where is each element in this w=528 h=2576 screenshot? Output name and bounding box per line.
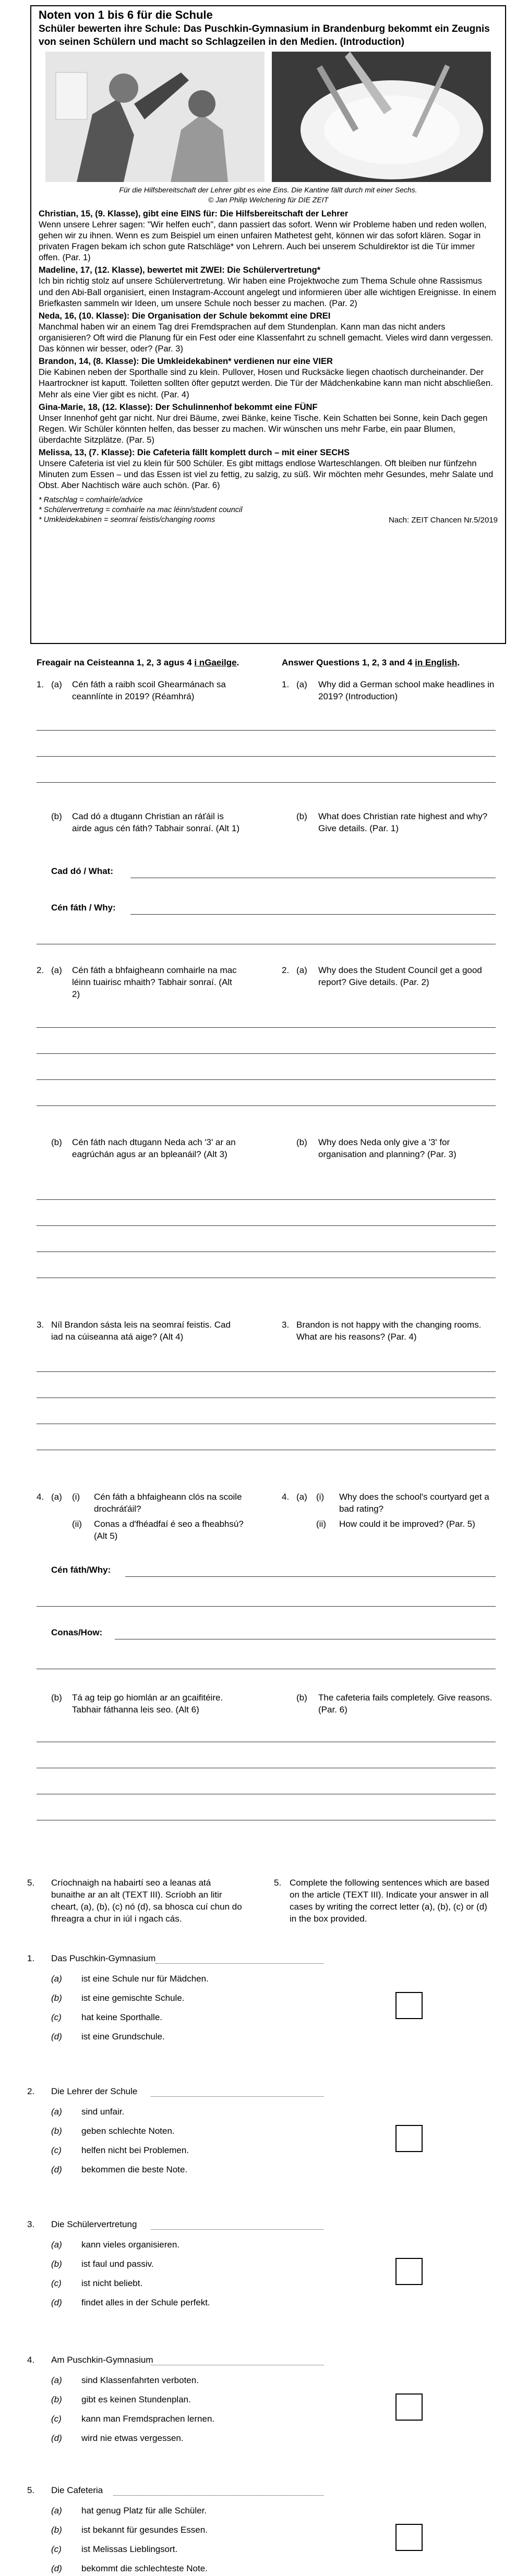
answer-box[interactable] [395, 2125, 423, 2152]
q2-number-en: 2. [282, 965, 290, 975]
glossary-note: * Ratschlag = comhairle/advice [39, 496, 143, 505]
mc-option-text: geben schlechte Noten. [81, 2126, 175, 2136]
q4aii-irish: Conas a d'fhéadfaí é seo a fheabhsú? (Alt 5) [94, 1519, 244, 1541]
mc-option-text: ist bekannt für gesundes Essen. [81, 2525, 208, 2535]
q5-irish: Críochnaigh na habairtí seo a leanas atá bunaithe ar an alt (TEXT III). Scríobh an litir cheart, (a), (b), (c) nó (d), sa bhosca cuí chun do fhreagra a chur in iúl i ngach cás. [51, 1878, 242, 1924]
mc-item-number: 4. [27, 2355, 35, 2365]
reading-text-box [30, 5, 506, 644]
answer-line[interactable] [37, 1199, 496, 1200]
q1a-irish: Cén fáth a raibh scoil Ghearmánach sa ceannlínte in 2019? (Réamhrá) [72, 679, 226, 701]
q2a-english: Why does the Student Council get a good report? Give details. (Par. 2) [318, 965, 482, 987]
mc-option [51, 2126, 312, 2138]
heading-part-underlined: in English [415, 658, 458, 667]
answer-box[interactable] [395, 2524, 423, 2551]
mc-option-letter: (d) [51, 2563, 62, 2573]
what-label: Cad dó / What: [51, 866, 113, 876]
paragraph-2-head: Madeline, 17, (12. Klasse), bewertet mit ZWEI: Die Schülervertretung* [39, 265, 321, 275]
why-label: Cén fáth / Why: [51, 903, 116, 913]
photo-caption [39, 185, 498, 204]
mc-option-letter: (b) [51, 2395, 62, 2404]
q5-number-en: 5. [274, 1878, 282, 1888]
mc-option-letter: (a) [51, 2240, 62, 2250]
paragraph-5-head: Gina-Marie, 18, (12. Klasse): Der Schulinnenhof bekommt eine FÜNF [39, 402, 318, 412]
q5-number: 5. [27, 1878, 35, 1888]
q2a-irish: Cén fáth a bhfaigheann comhairle na mac léinn tuairisc mhaith? Tabhair sonraí. (Alt 2) [72, 965, 237, 999]
mc-item-stem: Die Lehrer der Schule [51, 2086, 138, 2096]
answer-line[interactable] [37, 1251, 496, 1252]
q4aii-english: How could it be improved? (Par. 5) [339, 1519, 475, 1529]
mc-option-text: kann man Fremdsprachen lernen. [81, 2414, 215, 2424]
mc-option-letter: (a) [51, 2107, 62, 2117]
mc-option-text: bekommt die schlechteste Note. [81, 2563, 208, 2573]
mc-option [51, 2544, 312, 2557]
answer-line[interactable] [37, 1053, 496, 1054]
mc-option-text: ist eine gemischte Schule. [81, 1993, 185, 2003]
mc-option [51, 2525, 312, 2537]
mc-option-letter: (d) [51, 2298, 62, 2307]
mc-option-text: ist Melissas Lieblingsort. [81, 2544, 178, 2554]
mc-option-letter: (c) [51, 2278, 62, 2288]
answer-line[interactable] [125, 1576, 496, 1577]
paragraph-3-head: Neda, 16, (10. Klasse): Die Organisation der Schule bekommt eine DREI [39, 311, 331, 321]
q1a-label-en: (a) [296, 679, 307, 689]
heading-part: Answer Questions 1, 2, 3 and 4 [282, 658, 415, 667]
answer-line[interactable] [130, 914, 496, 915]
heading-part: Freagair na Ceisteanna 1, 2, 3 agus 4 [37, 658, 195, 667]
mc-option [51, 1974, 312, 1986]
mc-option-text: sind Klassenfahrten verboten. [81, 2375, 199, 2385]
mc-option-letter: (d) [51, 2032, 62, 2042]
q2b-label-en: (b) [296, 1137, 307, 1147]
q4ai-label-en: (i) [316, 1492, 325, 1502]
paragraph-4 [39, 356, 498, 400]
mc-item-stem: Die Schülervertretung [51, 2219, 137, 2229]
q4a-label: (a) [51, 1492, 62, 1502]
paragraph-6-head: Melissa, 13, (7. Klasse): Die Cafeteria fällt komplett durch – mit einer SECHS [39, 448, 350, 458]
answer-line[interactable] [37, 730, 496, 731]
mc-item-number: 2. [27, 2086, 35, 2096]
paragraph-4-head: Brandon, 14, (8. Klasse): Die Umkleidekabinen* verdienen nur eine VIER [39, 357, 333, 367]
q3-number-en: 3. [282, 1320, 290, 1330]
paragraph-2 [39, 265, 498, 309]
mc-option-letter: (c) [51, 2414, 62, 2424]
mc-option [51, 2165, 312, 2177]
photo-row [39, 52, 498, 182]
mc-option-letter: (a) [51, 2375, 62, 2385]
answer-line[interactable] [37, 1371, 496, 1372]
answer-box[interactable] [395, 1992, 423, 2019]
answer-line[interactable] [37, 1606, 496, 1607]
answer-line[interactable] [37, 1027, 496, 1028]
q4b-english: The cafeteria fails completely. Give reasons. (Par. 6) [318, 1693, 493, 1715]
mc-option [51, 2107, 312, 2119]
mc-item-number: 3. [27, 2219, 35, 2229]
answer-line[interactable] [37, 1105, 496, 1106]
q1a-english: Why did a German school make headlines in 2019? (Introduction) [318, 679, 495, 701]
paragraph-6 [39, 447, 498, 491]
q2b-label: (b) [51, 1137, 62, 1147]
glossary-note: * Schülervertretung = comhairle na mac léinn/student council [39, 506, 243, 515]
q4-number-en: 4. [282, 1492, 290, 1502]
mc-option [51, 2240, 312, 2252]
mc-blank-line [113, 2495, 323, 2496]
glossary-note: * Umkleidekabinen = seomraí feistis/changing rooms [39, 516, 215, 525]
mc-item-stem: Am Puschkin-Gymnasium [51, 2355, 153, 2365]
q4aii-label: (ii) [72, 1519, 82, 1529]
q4ai-english: Why does the school's courtyard get a bad rating? [339, 1492, 489, 1514]
teacher-student-photo [45, 52, 265, 182]
q2b-english: Why does Neda only give a '3' for organisation and planning? (Par. 3) [318, 1137, 457, 1159]
mc-option-letter: (b) [51, 1993, 62, 2003]
paragraph-5-body: Unser Innenhof geht gar nicht. Nur drei Bäume, zwei Bänke, keine Tische. Kein Schatten bei Sonne, kein Dach gegen Regen. Wir Schüler könnten helfen, das besser zu machen. Wir wünschen uns mehr Farbe, ein paar Blumen, überdachte Sitzplätze. (Par. 5) [39, 413, 488, 445]
mc-option [51, 2375, 312, 2388]
glossary-notes [39, 495, 498, 525]
mc-item-stem: Das Puschkin-Gymnasium [51, 1953, 156, 1963]
paragraph-2-body: Ich bin richtig stolz auf unsere Schülervertretung. Wir haben eine Projektwoche zum Thema Schule ohne Rassismus und den Abi-Ball organisiert, einen Instagram-Account angelegt und informieren über alle wichtigen Ereignisse. In einem Briefkasten sammeln wir Ideen, um unsere Schule noch besser zu machen. (Par. 2) [39, 276, 496, 308]
caption-line-1: Für die Hilfsbereitschaft der Lehrer gibt es eine Eins. Die Kantine fällt durch mit einer Sechs. [119, 186, 417, 195]
mc-option-letter: (c) [51, 2012, 62, 2022]
mc-option-text: helfen nicht bei Problemen. [81, 2145, 189, 2155]
mc-option-text: sind unfair. [81, 2107, 125, 2117]
mc-blank-line [155, 1963, 323, 1964]
mc-option-text: ist nicht beliebt. [81, 2278, 143, 2288]
mc-blank-line [151, 2229, 323, 2230]
mc-option-letter: (a) [51, 2506, 62, 2516]
q4ai-irish: Cén fáth a bhfaigheann clós na scoile drochráťáil? [94, 1492, 242, 1514]
mc-option-text: ist faul und passiv. [81, 2259, 154, 2269]
paragraph-1 [39, 209, 498, 264]
q4a-label-en: (a) [296, 1492, 307, 1502]
answer-line[interactable] [37, 756, 496, 757]
mc-option-letter: (b) [51, 2126, 62, 2136]
mc-option [51, 2298, 312, 2310]
mc-option-letter: (d) [51, 2165, 62, 2174]
source-citation: Nach: ZEIT Chancen Nr.5/2019 [388, 515, 498, 525]
answer-line[interactable] [37, 782, 496, 783]
q1-number-en: 1. [282, 679, 290, 689]
q2b-irish: Cén fáth nach dtugann Neda ach '3' ar an eagrúchán agus ar an bpleanáil? (Alt 3) [72, 1137, 236, 1159]
q3-irish: Níl Brandon sásta leis na seomraí feistis. Cad iad na cúiseanna atá aige? (Alt 4) [51, 1320, 231, 1342]
caption-line-2: © Jan Philip Welchering für DIE ZEIT [208, 195, 329, 204]
mc-option [51, 1993, 312, 2006]
article-title: Noten von 1 bis 6 für die Schule [39, 8, 213, 21]
mc-option [51, 2395, 312, 2407]
paragraph-6-body: Unsere Cafeteria ist viel zu klein für 500 Schüler. Es gibt mittags endlose Warteschlangen. Oft bleiben nur fünfzehn Minuten zum Essen – und das Essen ist viel zu fettig, zu salzig, zu süß. Wir möchten mehr Gesundes, mehr Salate und Obst. Aber Nachtisch wäre auch schön. (Par. 6) [39, 459, 494, 491]
answer-line[interactable] [37, 1225, 496, 1226]
cafeteria-plate-photo [272, 52, 491, 182]
q1b-label-en: (b) [296, 811, 307, 821]
mc-option [51, 2259, 312, 2271]
mc-blank-line [151, 2096, 323, 2097]
paragraph-3 [39, 311, 498, 355]
mc-option [51, 2012, 312, 2025]
answer-box[interactable] [395, 2393, 423, 2421]
heading-part: . [236, 658, 239, 667]
mc-option [51, 2278, 312, 2291]
mc-item-number: 5. [27, 2485, 35, 2495]
q1b-english: What does Christian rate highest and why? Give details. (Par. 1) [318, 811, 488, 833]
q4b-label: (b) [51, 1693, 62, 1703]
mc-option-text: hat keine Sporthalle. [81, 2012, 162, 2022]
mc-option [51, 2563, 312, 2576]
q5-english: Complete the following sentences which are based on the article (TEXT III). Indicate your answer in all cases by writing the correct letter (a), (b), (c) or (d) in the box provided. [290, 1878, 489, 1924]
q4b-label-en: (b) [296, 1693, 307, 1703]
q4aii-label-en: (ii) [316, 1519, 326, 1529]
q1b-irish: Cad dó a dtugann Christian an ráťáil is airde agus cén fáth? Tabhair sonraí. (Alt 1) [72, 811, 239, 833]
mc-option [51, 2145, 312, 2158]
q2a-label-en: (a) [296, 965, 307, 975]
q4-why-label: Cén fáth/Why: [51, 1565, 111, 1575]
mc-option-letter: (c) [51, 2145, 62, 2155]
mc-option-letter: (b) [51, 2259, 62, 2269]
q4-how-label: Conas/How: [51, 1627, 103, 1637]
q2a-label: (a) [51, 965, 62, 975]
irish-instructions-heading [37, 657, 266, 669]
paragraph-1-head: Christian, 15, (9. Klasse), gibt eine EINS für: Die Hilfsbereitschaft der Lehrer [39, 209, 349, 218]
mc-option-text: kann vieles organisieren. [81, 2240, 180, 2250]
mc-option-text: gibt es keinen Stundenplan. [81, 2395, 191, 2404]
mc-option [51, 2433, 312, 2446]
mc-option-letter: (c) [51, 2544, 62, 2554]
q3-number: 3. [37, 1320, 44, 1330]
mc-option-letter: (a) [51, 1974, 62, 1984]
mc-option-letter: (b) [51, 2525, 62, 2535]
answer-line[interactable] [37, 1079, 496, 1080]
mc-option-text: hat genug Platz für alle Schüler. [81, 2506, 207, 2516]
mc-option-text: ist eine Grundschule. [81, 2032, 165, 2042]
mc-option-letter: (d) [51, 2433, 62, 2443]
mc-option-text: findet alles in der Schule perfekt. [81, 2298, 210, 2307]
paragraph-4-body: Die Kabinen neben der Sporthalle sind zu klein. Pullover, Hosen und Rucksäcke liegen chaotisch durcheinander. Der Haartrockner ist kaputt. Toiletten sollten öfter geputzt werden. Die Tür der Mädchenkabine kann man nicht abschließen. Mehr als eine Vier gibt es nicht. (Par. 4) [39, 368, 493, 399]
answer-box[interactable] [395, 2258, 423, 2285]
heading-part: . [457, 658, 460, 667]
mc-item-stem: Die Cafeteria [51, 2485, 103, 2495]
q4ai-label: (i) [72, 1492, 80, 1502]
q2-number: 2. [37, 965, 44, 975]
q4b-irish: Tá ag teip go hiomlán ar an gcaifitéire. Tabhair fáthanna leis seo. (Alt 6) [72, 1693, 223, 1715]
english-instructions-heading [282, 657, 511, 669]
q1-number: 1. [37, 679, 44, 689]
paragraph-5 [39, 402, 498, 446]
q1b-label: (b) [51, 811, 62, 821]
q4-number: 4. [37, 1492, 44, 1502]
mc-option-text: bekommen die beste Note. [81, 2165, 188, 2174]
paragraph-3-body: Manchmal haben wir an einem Tag drei Fremdsprachen auf dem Stundenplan. Kann man das nicht anders organisieren? Oft wird die Planung für ein Fest oder eine Klassenfahrt zu schnell gemacht. Vieles wird dann vergessen. Das können wir besser, oder? (Par. 3) [39, 322, 494, 354]
paragraph-1-body: Wenn unsere Lehrer sagen: "Wir helfen euch", dann passiert das sofort. Wenn wir Probleme haben und reden wollen, gehen wir zu ihnen. Wenn es zum Beispiel um einen unfairen Mathetest geht, können wir das sofort klären. Sogar in privaten Fragen bekam ich schon gute Ratschläge* von Lehrern. Auch bei unserem Schuldirektor ist die Tür immer offen. (Par. 1) [39, 220, 487, 263]
q1a-label: (a) [51, 679, 62, 689]
q3-english: Brandon is not happy with the changing rooms. What are his reasons? (Par. 4) [296, 1320, 482, 1342]
mc-option-text: ist eine Schule nur für Mädchen. [81, 1974, 209, 1984]
mc-option [51, 2414, 312, 2426]
heading-part-underlined: i nGaeilge [194, 658, 237, 667]
mc-option [51, 2032, 312, 2044]
article-subtitle: Schüler bewerten ihre Schule: Das Puschkin-Gymnasium in Brandenburg bekommt ein Zeugnis von seinen Schülern und macht so Schlagzeilen in den Medien. (Introduction) [39, 23, 490, 47]
mc-option-text: wird nie etwas vergessen. [81, 2433, 184, 2443]
mc-option [51, 2506, 312, 2518]
mc-item-number: 1. [27, 1953, 35, 1963]
